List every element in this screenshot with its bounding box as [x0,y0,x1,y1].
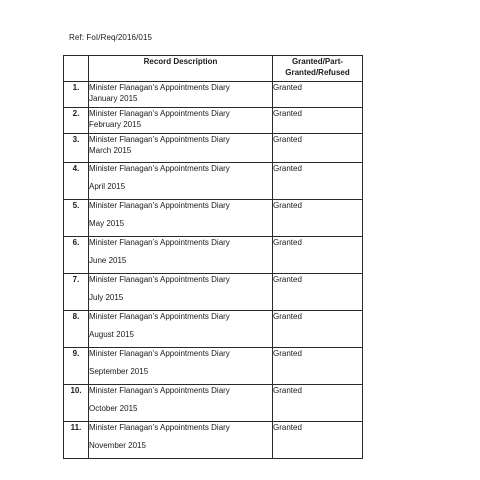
row-status: Granted [273,237,363,274]
row-description [89,422,273,459]
table-row [64,163,363,200]
table-row [64,311,363,348]
table-row [64,422,363,459]
description-title: Minister Flanagan’s Appointments Diary [89,238,230,247]
header-record-description: Record Description [89,56,273,82]
table-row [64,134,363,163]
row-status: Granted [273,82,363,108]
table-row [64,348,363,385]
row-number: 5. [64,200,89,237]
header-decision-status: Granted/Part-Granted/Refused [273,56,363,82]
row-status: Granted [273,274,363,311]
row-status: Granted [273,348,363,385]
description-period: February 2015 [89,120,142,129]
description-title: Minister Flanagan’s Appointments Diary [89,386,230,395]
table-header-row [64,56,363,82]
reference-number: Ref: FoI/Req/2016/015 [69,33,153,42]
description-period: June 2015 [89,256,127,265]
header-number-cell [64,56,89,82]
row-description [89,82,273,108]
table-row [64,237,363,274]
description-period: September 2015 [89,367,149,376]
table-row [64,385,363,422]
description-title: Minister Flanagan’s Appointments Diary [89,275,230,284]
description-period: October 2015 [89,404,138,413]
description-period: August 2015 [89,330,134,339]
row-status: Granted [273,422,363,459]
row-status: Granted [273,385,363,422]
description-period: July 2015 [89,293,124,302]
row-status: Granted [273,134,363,163]
description-title: Minister Flanagan’s Appointments Diary [89,201,230,210]
description-title: Minister Flanagan’s Appointments Diary [89,135,230,144]
row-description [89,348,273,385]
description-title: Minister Flanagan’s Appointments Diary [89,349,230,358]
row-description [89,200,273,237]
row-description [89,134,273,163]
description-title: Minister Flanagan’s Appointments Diary [89,109,230,118]
table-row [64,82,363,108]
row-number: 9. [64,348,89,385]
description-period: April 2015 [89,182,126,191]
description-title: Minister Flanagan’s Appointments Diary [89,312,230,321]
row-description [89,385,273,422]
row-status: Granted [273,200,363,237]
table-row [64,274,363,311]
records-table [63,55,363,459]
row-description [89,163,273,200]
row-number: 7. [64,274,89,311]
row-number: 3. [64,134,89,163]
row-description [89,274,273,311]
row-description [89,108,273,134]
row-status: Granted [273,108,363,134]
row-description [89,311,273,348]
table-row [64,108,363,134]
row-number: 4. [64,163,89,200]
row-status: Granted [273,311,363,348]
description-period: January 2015 [89,94,138,103]
description-title: Minister Flanagan’s Appointments Diary [89,83,230,92]
table-row [64,200,363,237]
row-number: 11. [64,422,89,459]
description-period: November 2015 [89,441,146,450]
row-status: Granted [273,163,363,200]
row-description [89,237,273,274]
description-period: May 2015 [89,219,125,228]
row-number: 6. [64,237,89,274]
row-number: 10. [64,385,89,422]
row-number: 8. [64,311,89,348]
description-title: Minister Flanagan’s Appointments Diary [89,423,230,432]
description-title: Minister Flanagan’s Appointments Diary [89,164,230,173]
description-period: March 2015 [89,146,132,155]
row-number: 1. [64,82,89,108]
row-number: 2. [64,108,89,134]
